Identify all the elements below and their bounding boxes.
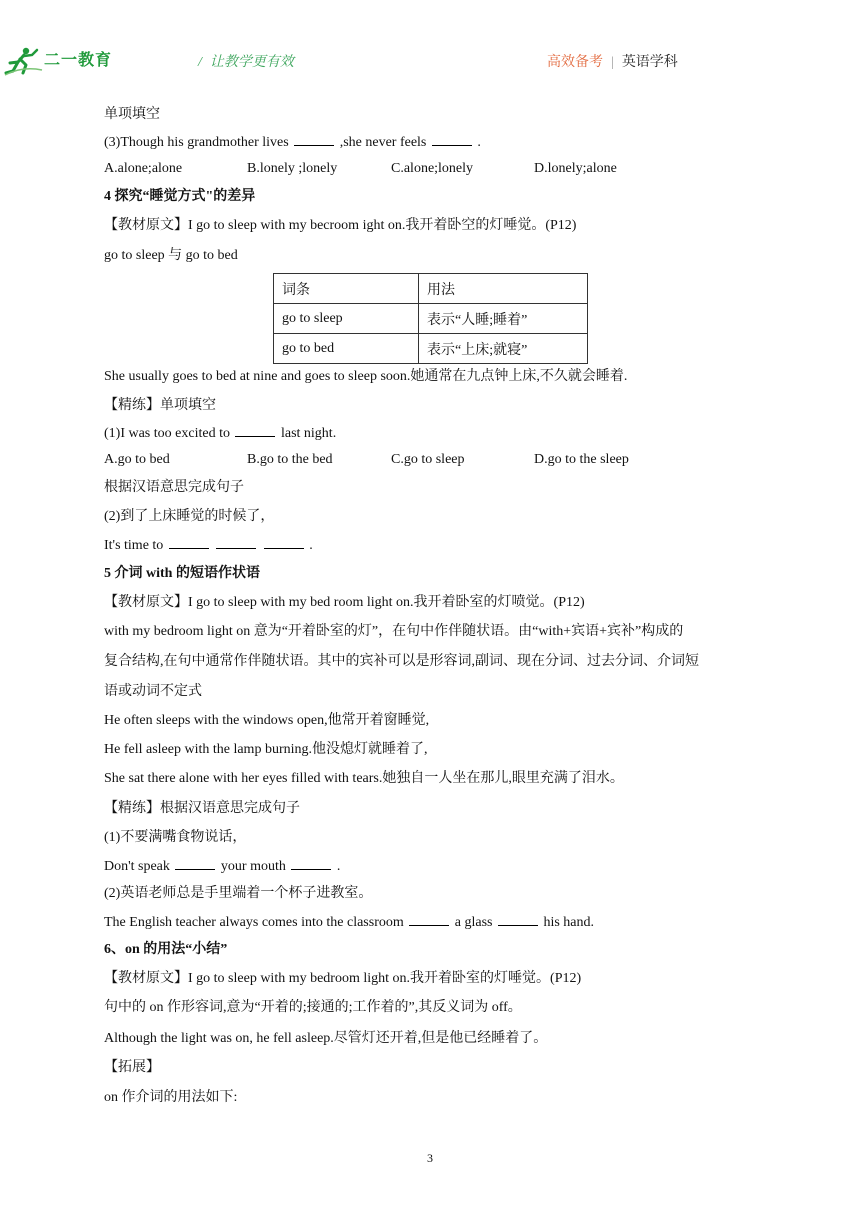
runner-logo-icon xyxy=(4,46,44,76)
table-row xyxy=(274,334,588,364)
option-d: D.go to the sleep xyxy=(534,452,629,467)
option-c: C.go to sleep xyxy=(391,452,465,467)
section-5-explain-1: with my bedroom light on 意为“开着卧室的灯”，在句中作伴随状语。由“with+宾语+宾补”构成的 xyxy=(104,624,684,639)
single-choice-label: 单项填空 xyxy=(104,107,160,122)
table-row xyxy=(274,304,588,334)
table-header-cell: 词条 xyxy=(274,274,419,304)
question-text: . xyxy=(309,538,313,553)
section-4-compare: go to sleep 与 go to bed xyxy=(104,248,238,263)
question-text: The English teacher always comes into the classroom xyxy=(104,915,404,930)
question-3 xyxy=(104,134,481,152)
page-header xyxy=(0,0,860,80)
answer-blank[interactable] xyxy=(432,134,472,146)
table-cell: go to sleep xyxy=(274,304,419,334)
section-4-practice-label: 【精练】单项填空 xyxy=(104,398,216,413)
question-text: . xyxy=(336,859,341,874)
question-text: Don't speak xyxy=(104,859,170,874)
tagline xyxy=(547,51,678,71)
question-text: his hand. xyxy=(543,915,595,930)
section-6-example: Although the light was on, he fell asleep.尽管灯还开着,但是他已经睡着了。 xyxy=(104,1031,548,1046)
answer-blank[interactable] xyxy=(264,537,304,549)
answer-blank[interactable] xyxy=(175,858,215,870)
option-a: A.go to bed xyxy=(104,452,170,467)
answer-blank[interactable] xyxy=(409,914,449,926)
section-5-practice-label: 【精练】根据汉语意思完成句子 xyxy=(104,801,300,816)
section-5-question-2-cn: (2)英语老师总是手里端着一个杯子进教室。 xyxy=(104,886,373,901)
answer-blank[interactable] xyxy=(498,914,538,926)
section-5-question-2 xyxy=(104,914,594,932)
section-4-question-2 xyxy=(104,537,313,555)
section-5-explain-2: 复合结构,在句中通常作伴随状语。其中的宾补可以是形容词,副词、现在分词、过去分词、介词短 xyxy=(104,654,699,669)
question-text: a glass xyxy=(454,915,493,930)
option-c: C.alone;lonely xyxy=(391,161,474,176)
answer-blank[interactable] xyxy=(294,134,334,146)
page-number: 3 xyxy=(427,1151,433,1165)
option-d: D.lonely;alone xyxy=(534,161,617,176)
table-cell: go to bed xyxy=(274,334,419,364)
section-5-example-3: She sat there alone with her eyes filled with tears.她独自一人坐在那儿,眼里充满了泪水。 xyxy=(104,771,624,786)
section-4-question-1 xyxy=(104,425,336,443)
answer-blank[interactable] xyxy=(216,537,256,549)
tagline-separator: | xyxy=(611,55,614,70)
question-text: . xyxy=(477,135,481,150)
section-5-example-1: He often sleeps with the windows open,他常开着窗睡觉, xyxy=(104,713,430,728)
section-6-title: 6、on 的用法“小结” xyxy=(104,942,228,957)
option-a: A.alone;alone xyxy=(104,161,183,176)
section-6-explain: 句中的 on 作形容词,意为“开着的;接通的;工作着的”,其反义词为 off。 xyxy=(104,1000,522,1015)
question-text: (1)I was too excited to xyxy=(104,426,230,441)
option-b: B.go to the bed xyxy=(247,452,333,467)
logo xyxy=(4,46,116,76)
slogan-text: 让教学更有效 xyxy=(209,55,294,70)
section-6-extend-label: 【拓展】 xyxy=(104,1060,160,1075)
usage-table xyxy=(273,273,588,364)
question-text: It's time to xyxy=(104,538,164,553)
logo-text: 二一教育 xyxy=(44,50,113,69)
section-6-original: 【教材原文】I go to sleep with my bedroom light on.我开着卧室的灯唾觉。(P12) xyxy=(104,971,582,986)
section-5-question-1 xyxy=(104,858,340,876)
question-text: ,she never feels xyxy=(339,135,427,150)
section-5-title: 5 介词 with 的短语作状语 xyxy=(104,566,260,581)
section-4-example: She usually goes to bed at nine and goes to sleep soon.她通常在九点钟上床,不久就会睡着. xyxy=(104,369,628,384)
slogan-slash: / xyxy=(198,55,202,70)
tagline-subject: 英语学科 xyxy=(621,55,678,70)
question-text: last night. xyxy=(280,426,337,441)
slogan xyxy=(198,51,294,71)
section-6-prep-usage: on 作介词的用法如下: xyxy=(104,1090,238,1105)
table-header-row xyxy=(274,274,588,304)
section-4-original: 【教材原文】I go to sleep with my becroom ight on.我开着卧空的灯唾觉。(P12) xyxy=(104,218,577,233)
section-4-title: 4 探究“睡觉方式"的差异 xyxy=(104,189,256,204)
table-header-cell: 用法 xyxy=(419,274,588,304)
translate-label: 根据汉语意思完成句子 xyxy=(104,480,244,495)
tagline-exam: 高效备考 xyxy=(547,55,603,70)
question-text: your mouth xyxy=(220,859,286,874)
answer-blank[interactable] xyxy=(235,425,275,437)
table-cell: 表示“人睡;睡着” xyxy=(419,304,588,334)
section-5-example-2: He fell asleep with the lamp burning.他没熄灯就睡着了, xyxy=(104,742,428,757)
option-b: B.lonely ;lonely xyxy=(247,161,338,176)
question-text: (3)Though his grandmother lives xyxy=(104,135,289,150)
section-5-question-1-cn: (1)不要满嘴食物说话， xyxy=(104,830,247,845)
section-4-question-2-cn: (2)到了上床睡觉的时候了， xyxy=(104,509,275,524)
answer-blank[interactable] xyxy=(291,858,331,870)
table-cell: 表示“上床;就寝” xyxy=(419,334,588,364)
section-5-original: 【教材原文】I go to sleep with my bed room light on.我开着卧室的灯喷觉。(P12) xyxy=(104,595,585,610)
answer-blank[interactable] xyxy=(169,537,209,549)
section-5-explain-3: 语或动词不定式 xyxy=(104,684,202,699)
